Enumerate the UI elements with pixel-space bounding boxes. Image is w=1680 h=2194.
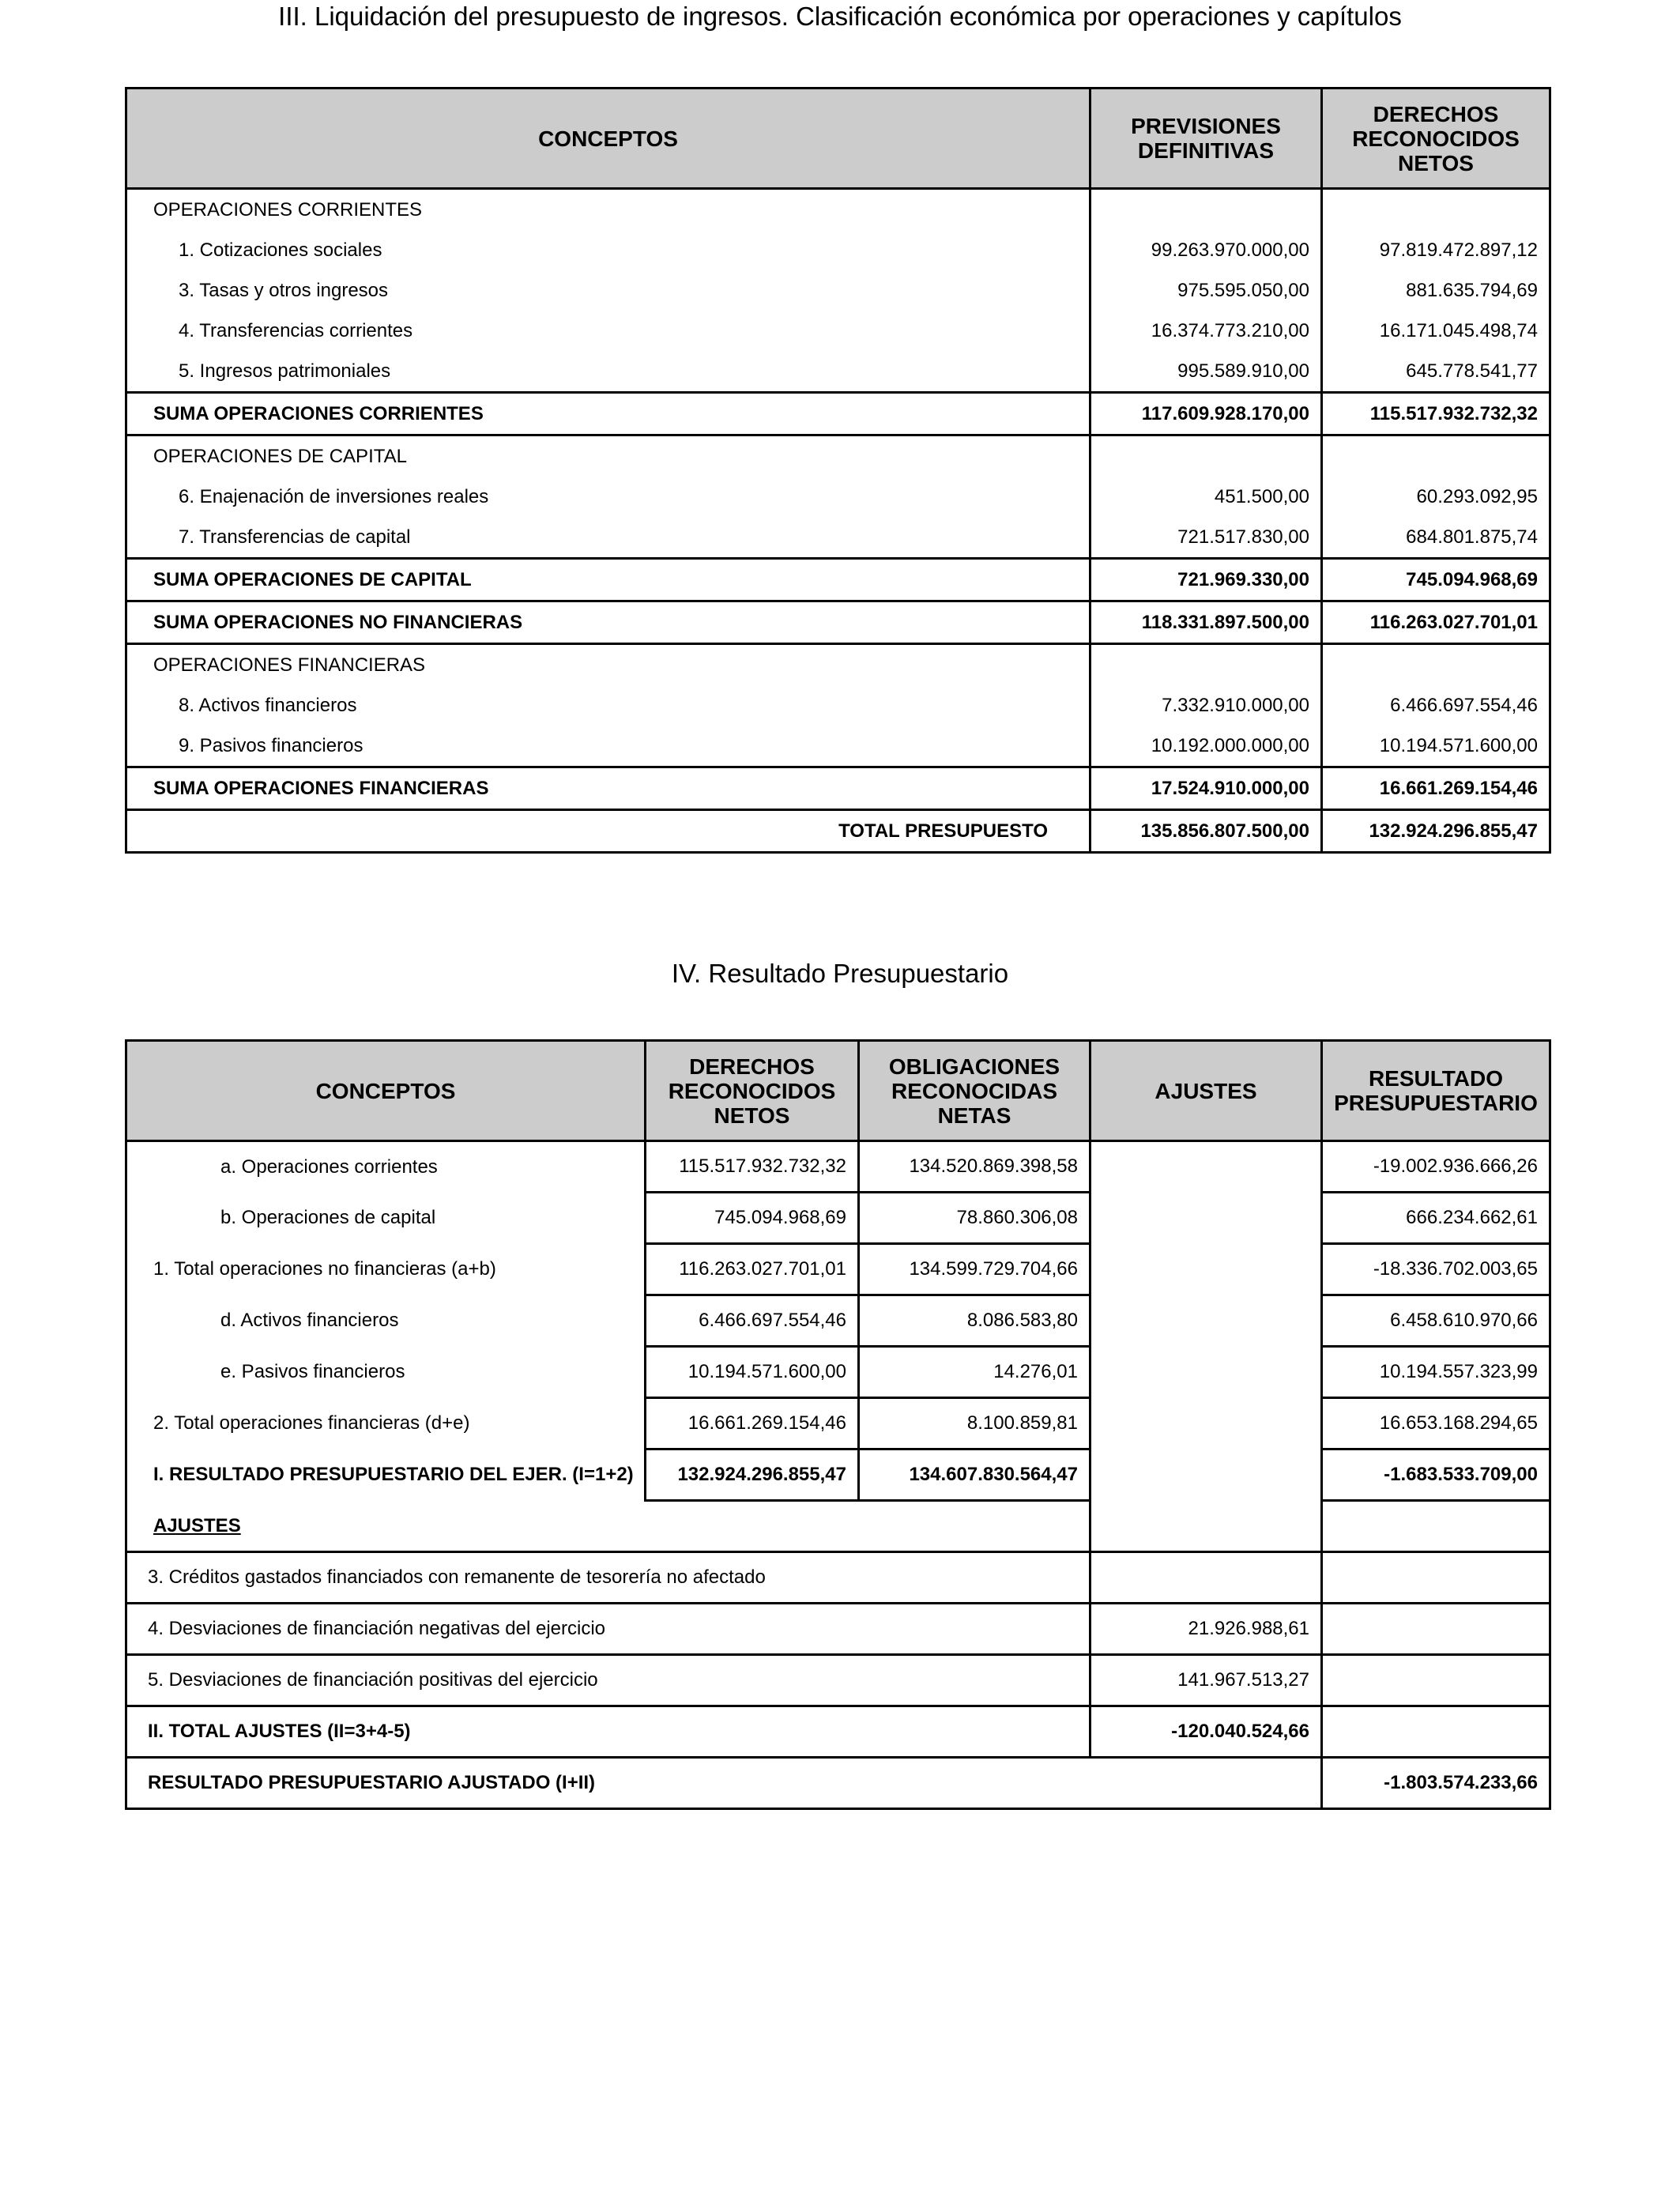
row-label: e. Pasivos financieros [126,1347,646,1398]
derechos-value: 745.094.968,69 [646,1193,859,1244]
previsiones-value: 10.192.000.000,00 [1090,726,1322,767]
previsiones-value: 118.331.897.500,00 [1090,601,1322,644]
ajuste-label: 3. Créditos gastados financiados con remanente de tesorería no afectado [126,1552,1090,1604]
col-header-ajustes: AJUSTES [1090,1041,1322,1141]
col-header-obligaciones: OBLIGACIONES RECONOCIDAS NETAS [859,1041,1090,1141]
table-row [126,351,1550,393]
row-label: I. RESULTADO PRESUPUESTARIO DEL EJER. (I=1+2) [126,1449,646,1501]
section4-title: IV. Resultado Presupuestario [671,959,1009,988]
table-row [126,726,1550,767]
group-heading-row [126,644,1550,686]
resultado-value: 666.234.662,61 [1322,1193,1550,1244]
obligaciones-value: 134.520.869.398,58 [859,1141,1090,1193]
derechos-value: 132.924.296.855,47 [1322,810,1550,853]
resultado-value: 6.458.610.970,66 [1322,1295,1550,1347]
ajuste-row [126,1604,1550,1655]
derechos-value: 6.466.697.554,46 [1322,685,1550,726]
derechos-value: 16.171.045.498,74 [1322,311,1550,351]
derechos-value: 116.263.027.701,01 [1322,601,1550,644]
obligaciones-value: 8.086.583,80 [859,1295,1090,1347]
derechos-value: 60.293.092,95 [1322,477,1550,517]
table-row [126,230,1550,270]
ajuste-value [1090,1552,1322,1604]
derechos-value: 16.661.269.154,46 [1322,767,1550,810]
table-row [126,1398,1550,1449]
table-row [126,1244,1550,1295]
resultado-value: 16.653.168.294,65 [1322,1398,1550,1449]
derechos-value: 97.819.472.897,12 [1322,230,1550,270]
result-row [126,1449,1550,1501]
section3-title: III. Liquidación del presupuesto de ingresos. Clasificación económica por operaciones y capítulos [278,2,1402,31]
subtotal-label: SUMA OPERACIONES CORRIENTES [153,402,484,424]
ajuste-value: 141.967.513,27 [1090,1655,1322,1706]
row-label: 7. Transferencias de capital [179,526,411,548]
derechos-value: 115.517.932.732,32 [646,1141,859,1193]
ajuste-row [126,1655,1550,1706]
row-label: d. Activos financieros [126,1295,646,1347]
subtotal-row [126,767,1550,810]
obligaciones-value: 14.276,01 [859,1347,1090,1398]
table-row [126,1141,1550,1193]
previsiones-value: 99.263.970.000,00 [1090,230,1322,270]
ajustado-value: -1.803.574.233,66 [1322,1758,1550,1809]
col-header-conceptos: CONCEPTOS [126,1041,646,1141]
row-label: 5. Ingresos patrimoniales [179,360,391,382]
derechos-value: 115.517.932.732,32 [1322,393,1550,435]
table-row [126,270,1550,311]
row-label: 2. Total operaciones financieras (d+e) [126,1398,646,1449]
obligaciones-value: 8.100.859,81 [859,1398,1090,1449]
ajuste-label: II. TOTAL AJUSTES (II=3+4-5) [126,1706,1090,1758]
previsiones-value: 721.969.330,00 [1090,559,1322,601]
row-label: 6. Enajenación de inversiones reales [179,485,489,507]
derechos-value: 116.263.027.701,01 [646,1244,859,1295]
subtotal-label: SUMA OPERACIONES DE CAPITAL [153,568,472,590]
resultado-value: -19.002.936.666,26 [1322,1141,1550,1193]
previsiones-value: 117.609.928.170,00 [1090,393,1322,435]
derechos-value: 132.924.296.855,47 [646,1449,859,1501]
ajuste-label: 5. Desviaciones de financiación positivas del ejercicio [126,1655,1090,1706]
col-header-previsiones: PREVISIONES DEFINITIVAS [1090,89,1322,189]
previsiones-value: 721.517.830,00 [1090,517,1322,559]
ajustado-label: RESULTADO PRESUPUESTARIO AJUSTADO (I+II) [126,1758,1322,1809]
derechos-value: 745.094.968,69 [1322,559,1550,601]
derechos-value: 645.778.541,77 [1322,351,1550,393]
subtotal-row [126,559,1550,601]
row-label: 8. Activos financieros [179,694,357,716]
ajuste-label: 4. Desviaciones de financiación negativas del ejercicio [126,1604,1090,1655]
total-label: TOTAL PRESUPUESTO [838,820,1048,842]
table-row [126,1347,1550,1398]
ajuste-value: 21.926.988,61 [1090,1604,1322,1655]
resultado-table [125,1039,1551,1810]
col-header-derechos: DERECHOS RECONOCIDOS NETOS [1322,89,1550,189]
derechos-value: 10.194.571.600,00 [1322,726,1550,767]
derechos-value: 881.635.794,69 [1322,270,1550,311]
previsiones-value: 135.856.807.500,00 [1090,810,1322,853]
total-row [126,810,1550,853]
row-label: 9. Pasivos financieros [179,734,363,756]
derechos-value: 6.466.697.554,46 [646,1295,859,1347]
group-heading: OPERACIONES FINANCIERAS [153,654,426,676]
row-label: 4. Transferencias corrientes [179,319,413,341]
subtotal-row [126,601,1550,644]
row-label: b. Operaciones de capital [126,1193,646,1244]
derechos-value: 684.801.875,74 [1322,517,1550,559]
previsiones-value: 7.332.910.000,00 [1090,685,1322,726]
group-heading: OPERACIONES CORRIENTES [153,198,423,221]
derechos-value: 10.194.571.600,00 [646,1347,859,1398]
table-row [126,517,1550,559]
table-row [126,1295,1550,1347]
previsiones-value: 975.595.050,00 [1090,270,1322,311]
row-label: a. Operaciones corrientes [126,1141,646,1193]
derechos-value: 16.661.269.154,46 [646,1398,859,1449]
table-row [126,685,1550,726]
table-row [126,477,1550,517]
previsiones-value: 451.500,00 [1090,477,1322,517]
subtotal-label: SUMA OPERACIONES FINANCIERAS [153,777,489,799]
obligaciones-value: 134.607.830.564,47 [859,1449,1090,1501]
table-row [126,311,1550,351]
ajustes-heading: AJUSTES [153,1515,241,1536]
row-label: 3. Tasas y otros ingresos [179,279,389,301]
resultado-value: 10.194.557.323,99 [1322,1347,1550,1398]
resultado-value: -1.683.533.709,00 [1322,1449,1550,1501]
ajuste-value: -120.040.524,66 [1090,1706,1322,1758]
col-header-conceptos: CONCEPTOS [126,89,1090,189]
group-heading-row [126,435,1550,477]
ajuste-row [126,1552,1550,1604]
obligaciones-value: 78.860.306,08 [859,1193,1090,1244]
subtotal-label: SUMA OPERACIONES NO FINANCIERAS [153,611,523,633]
table-row [126,1193,1550,1244]
obligaciones-value: 134.599.729.704,66 [859,1244,1090,1295]
group-heading-row [126,189,1550,231]
ajuste-total-row [126,1706,1550,1758]
ajustes-heading-row [126,1501,1550,1552]
ajustado-row [126,1758,1550,1809]
col-header-resultado: RESULTADO PRESUPUESTARIO [1322,1041,1550,1141]
col-header-derechos: DERECHOS RECONOCIDOS NETOS [646,1041,859,1141]
previsiones-value: 17.524.910.000,00 [1090,767,1322,810]
previsiones-value: 995.589.910,00 [1090,351,1322,393]
group-heading: OPERACIONES DE CAPITAL [153,445,407,467]
subtotal-row [126,393,1550,435]
row-label: 1. Cotizaciones sociales [179,239,382,261]
previsiones-value: 16.374.773.210,00 [1090,311,1322,351]
resultado-value: -18.336.702.003,65 [1322,1244,1550,1295]
row-label: 1. Total operaciones no financieras (a+b) [126,1244,646,1295]
ingresos-table [125,87,1551,854]
